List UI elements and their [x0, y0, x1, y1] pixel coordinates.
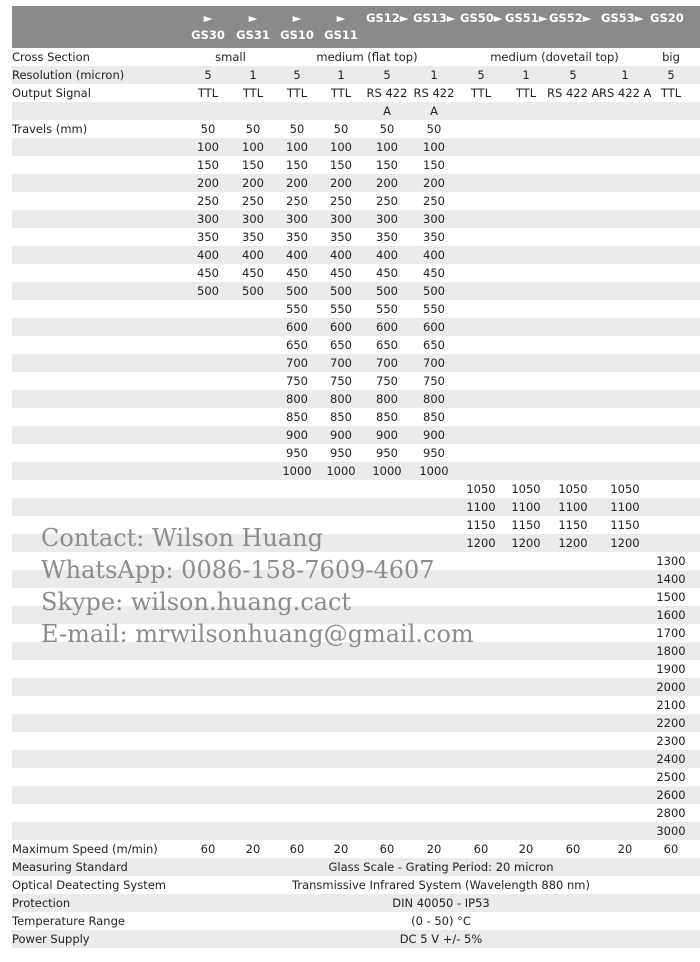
- travel-cell: 1100: [511, 500, 541, 514]
- table-row: [12, 678, 700, 696]
- power-supply-row: [12, 930, 700, 948]
- travel-cell: 1200: [610, 536, 640, 550]
- resolution-cell: 1: [621, 68, 629, 82]
- spec-table: [12, 6, 700, 948]
- travel-cell: 50: [333, 122, 349, 136]
- table-row: [12, 732, 700, 750]
- max-speed-cell: 60: [565, 842, 581, 856]
- travel-cell: 1800: [656, 644, 686, 658]
- travel-cell: 1900: [656, 662, 686, 676]
- protection-row: [12, 894, 700, 912]
- header-model-2[interactable]: [277, 6, 317, 48]
- table-row: [12, 336, 700, 354]
- travel-cell: 3000: [656, 824, 686, 838]
- travel-cell: 500: [376, 284, 398, 298]
- travel-cell: 150: [423, 158, 445, 172]
- travel-cell: 150: [197, 158, 219, 172]
- travel-cell: 1300: [656, 554, 686, 568]
- header-model-arrow: GS12►: [366, 11, 409, 25]
- max-speed-cell: 60: [289, 842, 305, 856]
- resolution-cell: 1: [430, 68, 438, 82]
- travel-cell: 850: [376, 410, 398, 424]
- table-row: [12, 516, 700, 534]
- travel-cell: 1100: [610, 500, 640, 514]
- travel-cell: 650: [330, 338, 352, 352]
- travel-cell: 750: [330, 374, 352, 388]
- header-model-arrow: GS50►: [460, 11, 503, 25]
- table-row: [12, 606, 700, 624]
- travel-cell: 1600: [656, 608, 686, 622]
- travel-cell: 750: [423, 374, 445, 388]
- travel-cell: 200: [423, 176, 445, 190]
- travel-cell: 450: [330, 266, 352, 280]
- table-row: [12, 192, 700, 210]
- table-row: [12, 210, 700, 228]
- travel-cell: 700: [376, 356, 398, 370]
- table-row: [12, 246, 700, 264]
- header-model-name: GS31: [236, 28, 270, 42]
- header-model-7[interactable]: [503, 6, 551, 48]
- travel-cell: 1150: [511, 518, 541, 532]
- travel-cell: 150: [330, 158, 352, 172]
- travel-cell: 650: [286, 338, 308, 352]
- travel-cell: 450: [197, 266, 219, 280]
- travel-cell: 550: [376, 302, 398, 316]
- travel-cell: 1700: [656, 626, 686, 640]
- travel-cell: 900: [423, 428, 445, 442]
- travel-cell: 900: [330, 428, 352, 442]
- travel-cell: 300: [197, 212, 219, 226]
- table-row: [12, 390, 700, 408]
- travel-cell: 950: [286, 446, 308, 460]
- row-label: Travels (mm): [12, 122, 88, 136]
- travel-cell: 50: [426, 122, 442, 136]
- table-row: [12, 462, 700, 480]
- travel-cell: 400: [286, 248, 308, 262]
- table-row: [12, 120, 700, 138]
- resolution-cell: 5: [204, 68, 212, 82]
- header-model-arrow: GS51►: [505, 11, 548, 25]
- table-row: [12, 156, 700, 174]
- header-model-3[interactable]: [321, 6, 361, 48]
- table-row: [12, 750, 700, 768]
- table-row: [12, 300, 700, 318]
- row-label: Cross Section: [12, 50, 90, 64]
- table-row: [12, 642, 700, 660]
- output-signal-row: [12, 84, 700, 102]
- header-model-arrow: ►: [292, 11, 302, 25]
- header-model-arrow: GS13►: [413, 11, 456, 25]
- watermark-contact: Contact: Wilson Huang: [41, 524, 323, 552]
- travel-cell: 150: [286, 158, 308, 172]
- header-model-arrow: ►: [203, 11, 213, 25]
- header-model-name: GS11: [324, 28, 358, 42]
- travel-cell: 2600: [656, 788, 686, 802]
- resolution-row: [12, 66, 700, 84]
- table-row: [12, 318, 700, 336]
- table-row: [12, 804, 700, 822]
- travel-cell: 300: [242, 212, 264, 226]
- max-speed-cell: 20: [245, 842, 261, 856]
- travel-cell: 1150: [466, 518, 496, 532]
- header-model-name: GS10: [280, 28, 314, 42]
- table-row: [12, 354, 700, 372]
- travel-cell: 300: [286, 212, 308, 226]
- travel-cell: 2000: [656, 680, 686, 694]
- max-speed-cell: 20: [518, 842, 534, 856]
- travel-cell: 1050: [511, 482, 541, 496]
- travel-cell: 800: [376, 392, 398, 406]
- travel-cell: 1000: [372, 464, 402, 478]
- cross-section-row: [12, 48, 700, 66]
- resolution-cell: 5: [293, 68, 301, 82]
- travel-cell: 1050: [466, 482, 496, 496]
- row-label: Power Supply: [12, 932, 90, 946]
- output-signal-row-cont: [12, 102, 700, 120]
- table-row: [12, 372, 700, 390]
- travel-cell: 200: [286, 176, 308, 190]
- travel-cell: 650: [423, 338, 445, 352]
- table-row: [12, 624, 700, 642]
- travel-cell: 600: [423, 320, 445, 334]
- travel-cell: 850: [423, 410, 445, 424]
- travel-cell: 250: [330, 194, 352, 208]
- cross-section-group: medium (dovetail top): [490, 50, 619, 64]
- travel-cell: 850: [330, 410, 352, 424]
- table-header: [12, 6, 700, 48]
- travel-cell: 2300: [656, 734, 686, 748]
- output-signal-cell: RS 422: [366, 86, 408, 100]
- header-model-10[interactable]: [648, 6, 700, 48]
- travel-cell: 1150: [558, 518, 588, 532]
- max-speed-cell: 60: [200, 842, 216, 856]
- travel-cell: 300: [330, 212, 352, 226]
- table-row: [12, 696, 700, 714]
- header-model-arrow: GS20: [650, 11, 684, 25]
- table-row: [12, 498, 700, 516]
- travel-cell: 50: [200, 122, 216, 136]
- travel-cell: 2400: [656, 752, 686, 766]
- travel-cell: 600: [330, 320, 352, 334]
- travel-cell: 100: [197, 140, 219, 154]
- travel-cell: 350: [286, 230, 308, 244]
- table-row: [12, 228, 700, 246]
- travel-cell: 50: [245, 122, 261, 136]
- table-row: [12, 138, 700, 156]
- travel-cell: 250: [242, 194, 264, 208]
- header-model-9[interactable]: [599, 6, 651, 48]
- table-row: [12, 444, 700, 462]
- spec-value: Glass Scale - Grating Period: 20 micron: [328, 860, 554, 874]
- header-model-6[interactable]: [458, 6, 506, 48]
- travel-cell: 550: [423, 302, 445, 316]
- travel-cell: 100: [376, 140, 398, 154]
- max-speed-cell: 20: [426, 842, 442, 856]
- output-signal-cell: RS 422: [413, 86, 455, 100]
- travel-cell: 850: [286, 410, 308, 424]
- travel-cell: 2200: [656, 716, 686, 730]
- output-signal-cell: TTL: [515, 86, 537, 100]
- watermark-email: E-mail: mrwilsonhuang@gmail.com: [41, 620, 474, 648]
- table-row: [12, 552, 700, 570]
- output-signal-cell: TTL: [660, 86, 682, 100]
- travel-cell: 1000: [326, 464, 356, 478]
- table-row: [12, 714, 700, 732]
- table-row: [12, 570, 700, 588]
- header-model-1[interactable]: [233, 6, 273, 48]
- travel-cell: 200: [330, 176, 352, 190]
- resolution-cell: 5: [383, 68, 391, 82]
- table-row: [12, 534, 700, 552]
- cross-section-group: small: [215, 50, 246, 64]
- cross-section-group: medium (flat top): [316, 50, 418, 64]
- watermark-whatsapp: WhatsApp: 0086-158-7609-4607: [41, 556, 435, 584]
- header-model-8[interactable]: [547, 6, 599, 48]
- table-row: [12, 822, 700, 840]
- travel-cell: 1500: [656, 590, 686, 604]
- header-model-arrow: GS53►: [601, 11, 644, 25]
- header-model-0[interactable]: [188, 6, 228, 48]
- travel-cell: 600: [376, 320, 398, 334]
- travel-cell: 1050: [558, 482, 588, 496]
- travel-cell: 1100: [558, 500, 588, 514]
- travel-cell: 500: [330, 284, 352, 298]
- travel-cell: 1200: [466, 536, 496, 550]
- travel-cell: 900: [376, 428, 398, 442]
- row-label: Temperature Range: [12, 914, 125, 928]
- travel-cell: 500: [423, 284, 445, 298]
- cross-section-group: big: [662, 50, 680, 64]
- resolution-cell: 5: [667, 68, 675, 82]
- travel-cell: 100: [330, 140, 352, 154]
- travel-cell: 2500: [656, 770, 686, 784]
- travel-cell: 950: [376, 446, 398, 460]
- row-label: Optical Deatecting System: [12, 878, 166, 892]
- spec-value: Transmissive Infrared System (Wavelength 880 nm): [292, 878, 590, 892]
- travel-cell: 800: [423, 392, 445, 406]
- watermark-skype: Skype: wilson.huang.cact: [41, 588, 352, 616]
- table-row: [12, 174, 700, 192]
- travel-cell: 1200: [558, 536, 588, 550]
- travel-cell: 650: [376, 338, 398, 352]
- travel-cell: 400: [423, 248, 445, 262]
- spec-value: (0 - 50) °C: [411, 914, 471, 928]
- travel-cell: 450: [423, 266, 445, 280]
- travel-cell: 50: [379, 122, 395, 136]
- row-label: Resolution (micron): [12, 68, 125, 82]
- travel-cell: 1050: [610, 482, 640, 496]
- travel-cell: 800: [330, 392, 352, 406]
- travel-cell: 350: [242, 230, 264, 244]
- output-signal-cell: RS 422 A: [547, 86, 600, 100]
- row-label: Maximum Speed (m/min): [12, 842, 158, 856]
- row-label: Measuring Standard: [12, 860, 128, 874]
- header-model-5[interactable]: [411, 6, 459, 48]
- header-model-arrow: GS52►: [549, 11, 592, 25]
- row-label: Protection: [12, 896, 71, 910]
- resolution-cell: 1: [249, 68, 257, 82]
- travel-cell: 950: [423, 446, 445, 460]
- travel-cell: 250: [286, 194, 308, 208]
- travel-cell: 200: [376, 176, 398, 190]
- table-row: [12, 480, 700, 498]
- max-speed-cell: 60: [379, 842, 395, 856]
- table-row: [12, 786, 700, 804]
- travel-cell: 250: [423, 194, 445, 208]
- travel-cell: 250: [376, 194, 398, 208]
- temperature-row: [12, 912, 700, 930]
- header-model-arrow: ►: [248, 11, 258, 25]
- travel-cell: 150: [376, 158, 398, 172]
- travel-cell: 1000: [282, 464, 312, 478]
- header-model-arrow: ►: [336, 11, 346, 25]
- travel-cell: 200: [242, 176, 264, 190]
- output-signal-cell: RS 422 A: [599, 86, 652, 100]
- travel-cell: 1200: [511, 536, 541, 550]
- travel-cell: 100: [423, 140, 445, 154]
- travel-cell: 400: [197, 248, 219, 262]
- travel-cell: 100: [242, 140, 264, 154]
- row-label: Output Signal: [12, 86, 91, 100]
- travel-cell: 250: [197, 194, 219, 208]
- resolution-cell: 5: [477, 68, 485, 82]
- header-model-4[interactable]: [364, 6, 412, 48]
- max-speed-cell: 60: [663, 842, 679, 856]
- travel-cell: 500: [242, 284, 264, 298]
- resolution-cell: 1: [337, 68, 345, 82]
- resolution-cell: 1: [522, 68, 530, 82]
- travel-cell: 700: [286, 356, 308, 370]
- travel-cell: 700: [330, 356, 352, 370]
- travel-cell: 300: [376, 212, 398, 226]
- travel-cell: 450: [376, 266, 398, 280]
- table-row: [12, 408, 700, 426]
- travel-cell: 1150: [610, 518, 640, 532]
- travel-cell: 700: [423, 356, 445, 370]
- travel-cell: 800: [286, 392, 308, 406]
- travel-cell: 350: [376, 230, 398, 244]
- travel-cell: 900: [286, 428, 308, 442]
- output-signal-cell: TTL: [286, 86, 308, 100]
- travel-cell: 400: [376, 248, 398, 262]
- travel-cell: 150: [242, 158, 264, 172]
- travel-cell: 500: [197, 284, 219, 298]
- output-signal-cell: TTL: [330, 86, 352, 100]
- table-row: [12, 660, 700, 678]
- travel-cell: 500: [286, 284, 308, 298]
- travel-cell: 100: [286, 140, 308, 154]
- travel-cell: 1100: [466, 500, 496, 514]
- header-model-name: GS30: [191, 28, 225, 42]
- travel-cell: 750: [286, 374, 308, 388]
- optical-system-row: [12, 876, 700, 894]
- travel-cell: 300: [423, 212, 445, 226]
- travel-cell: 350: [423, 230, 445, 244]
- travel-cell: 450: [242, 266, 264, 280]
- travel-cell: 550: [330, 302, 352, 316]
- travel-cell: 2100: [656, 698, 686, 712]
- travel-cell: 450: [286, 266, 308, 280]
- output-signal-cell: TTL: [242, 86, 264, 100]
- travel-cell: 400: [242, 248, 264, 262]
- table-body: [12, 48, 700, 948]
- travel-cell: 200: [197, 176, 219, 190]
- travel-cell: 50: [289, 122, 305, 136]
- table-row: [12, 768, 700, 786]
- travel-cell: 600: [286, 320, 308, 334]
- travel-cell: 350: [330, 230, 352, 244]
- max-speed-cell: 20: [333, 842, 349, 856]
- travel-cell: 1000: [419, 464, 449, 478]
- measuring-standard-row: [12, 858, 700, 876]
- output-signal-cell: TTL: [470, 86, 492, 100]
- table-row: [12, 264, 700, 282]
- travel-cell: 2800: [656, 806, 686, 820]
- spec-value: DIN 40050 - IP53: [392, 896, 490, 910]
- travel-cell: 400: [330, 248, 352, 262]
- travel-cell: 750: [376, 374, 398, 388]
- table-row: [12, 426, 700, 444]
- output-signal-cell: TTL: [197, 86, 219, 100]
- table-row: [12, 588, 700, 606]
- table-row: [12, 282, 700, 300]
- max-speed-cell: 60: [473, 842, 489, 856]
- output-signal-cell: A: [383, 104, 391, 118]
- travel-cell: 350: [197, 230, 219, 244]
- travel-cell: 950: [330, 446, 352, 460]
- travel-cell: 550: [286, 302, 308, 316]
- resolution-cell: 5: [569, 68, 577, 82]
- max-speed-row: [12, 840, 700, 858]
- max-speed-cell: 20: [617, 842, 633, 856]
- output-signal-cell: A: [430, 104, 438, 118]
- spec-value: DC 5 V +/- 5%: [399, 932, 483, 946]
- travel-cell: 1400: [656, 572, 686, 586]
